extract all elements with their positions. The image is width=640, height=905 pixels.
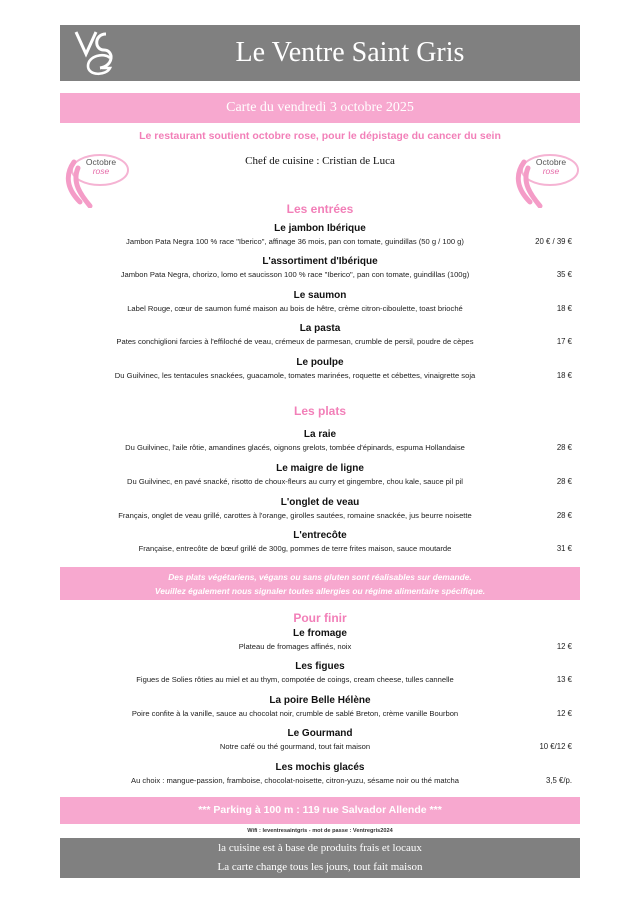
- ribbon-label-line2: rose: [92, 166, 110, 176]
- menu-item-name: Le maigre de ligne: [276, 463, 364, 474]
- notice-line-1: Des plats végétariens, végans ou sans gluten sont réalisables sur demande.: [168, 572, 472, 582]
- footer-bar: [60, 838, 580, 878]
- menu-item-desc: Figues de Solies rôties au miel et au thym, compotée de coings, cream cheese, tulles cannelle: [136, 675, 454, 684]
- menu-item-name: La poire Belle Hélène: [269, 695, 371, 706]
- menu-item-price: 20 € / 39 €: [535, 237, 572, 246]
- menu-item-desc: Jambon Pata Negra, chorizo, lomo et saucisson 100 % race "Iberico", pan con tomate, guindillas (100g): [120, 270, 470, 279]
- menu-item-name: L'onglet de veau: [280, 497, 360, 508]
- menu-item-price: 28 €: [556, 477, 572, 486]
- menu-item-desc: Française, entrecôte de bœuf grillé de 300g, pommes de terre frites maison, sauce moutarde: [138, 544, 452, 553]
- chef-line: Chef de cuisine : Cristian de Luca: [245, 155, 395, 167]
- menu-item-desc: Plateau de fromages affinés, noix: [238, 642, 352, 651]
- ribbon-label-line1: Octobre: [85, 157, 117, 167]
- ribbon-label-line1: Octobre: [535, 157, 567, 167]
- menu-item-name: Le saumon: [293, 290, 347, 301]
- menu-item-price: 12 €: [556, 709, 572, 718]
- menu-item-price: 35 €: [556, 270, 572, 279]
- menu-item-price: 17 €: [556, 337, 572, 346]
- dietary-notice: [60, 567, 580, 600]
- pink-ribbon-badge-right: [512, 148, 582, 208]
- menu-item-name: Le poulpe: [296, 357, 344, 368]
- menu-item-price: 3,5 €/p.: [545, 776, 572, 785]
- support-line: Le restaurant soutient octobre rose, pour le dépistage du cancer du sein: [139, 130, 501, 142]
- menu-item-price: 18 €: [556, 304, 572, 313]
- vsg-monogram-logo: [70, 28, 118, 78]
- menu-item-price: 13 €: [556, 675, 572, 684]
- menu-item-desc: Au choix : mangue-passion, framboise, chocolat-noisette, citron-yuzu, sésame noir ou thé matcha: [131, 776, 459, 785]
- parking-banner: *** Parking à 100 m : 119 rue Salvador Allende ***: [60, 797, 580, 824]
- footer-line-2: La carte change tous les jours, tout fait maison: [217, 861, 423, 873]
- ribbon-label-line2: rose: [542, 166, 560, 176]
- menu-item-name: Les figues: [295, 661, 345, 672]
- notice-line-2: Veuillez également nous signaler toutes allergies ou régime alimentaire spécifique.: [154, 586, 486, 596]
- menu-item-desc: Jambon Pata Negra 100 % race "Iberico", affinage 36 mois, pan con tomate, guindillas (50 g / 100 g): [126, 237, 464, 246]
- section-title-plats: Les plats: [293, 404, 347, 418]
- menu-item-price: 28 €: [556, 443, 572, 452]
- menu-item-name: Le fromage: [293, 628, 347, 639]
- section-title-entrees: Les entrées: [286, 202, 354, 216]
- menu-item-name: Le Gourmand: [287, 728, 353, 739]
- menu-item-name: L'assortiment d'Ibérique: [262, 256, 378, 267]
- menu-item-name: La pasta: [299, 323, 341, 334]
- menu-item-desc: Pates conchiglioni farcies à l'effiloché de veau, crémeux de parmesan, crumble de persil, poudre de cèpes: [116, 337, 474, 346]
- menu-item-name: Le jambon Ibérique: [274, 223, 366, 234]
- menu-item-desc: Du Guilvinec, en pavé snacké, risotto de choux-fleurs au curry et gingembre, chou kale, sauce pil pil: [127, 477, 463, 486]
- restaurant-title: Le Ventre Saint Gris: [235, 37, 465, 68]
- section-title-desserts: Pour finir: [293, 611, 347, 625]
- menu-item-price: 12 €: [556, 642, 572, 651]
- ribbon-label-left: [76, 158, 126, 176]
- menu-item-name: Les mochis glacés: [275, 762, 365, 773]
- pink-ribbon-badge-left: [62, 148, 132, 208]
- menu-item-price: 31 €: [556, 544, 572, 553]
- date-banner: Carte du vendredi 3 octobre 2025: [60, 93, 580, 123]
- menu-item-desc: Du Guilvinec, les tentacules snackées, guacamole, tomates marinées, roquette et cébettes, vinaigrette soja: [114, 371, 476, 380]
- menu-item-desc: Label Rouge, cœur de saumon fumé maison au bois de hêtre, crème citron-ciboulette, toast brioché: [127, 304, 463, 313]
- menu-item-desc: Poire confite à la vanille, sauce au chocolat noir, crumble de sablé Breton, crème vanille Bourbon: [131, 709, 459, 718]
- menu-item-desc: Notre café ou thé gourmand, tout fait maison: [219, 742, 371, 751]
- wifi-info: Wifi : leventresaintgris - mot de passe : Ventregris2024: [247, 828, 393, 834]
- menu-item-desc: Du Guilvinec, l'aile rôtie, amandines glacés, oignons grelots, tombée d'épinards, espuma Hollandaise: [125, 443, 465, 452]
- menu-item-name: La raie: [303, 429, 337, 440]
- menu-item-price: 18 €: [556, 371, 572, 380]
- ribbon-label-right: [526, 158, 576, 176]
- footer-line-1: la cuisine est à base de produits frais et locaux: [218, 842, 422, 854]
- menu-item-price: 28 €: [556, 511, 572, 520]
- menu-item-price: 10 €/12 €: [539, 742, 572, 751]
- menu-item-desc: Français, onglet de veau grillé, carottes à l'orange, girolles sautées, romaine snackée, jus beurre noisette: [118, 511, 472, 520]
- menu-item-name: L'entrecôte: [293, 530, 347, 541]
